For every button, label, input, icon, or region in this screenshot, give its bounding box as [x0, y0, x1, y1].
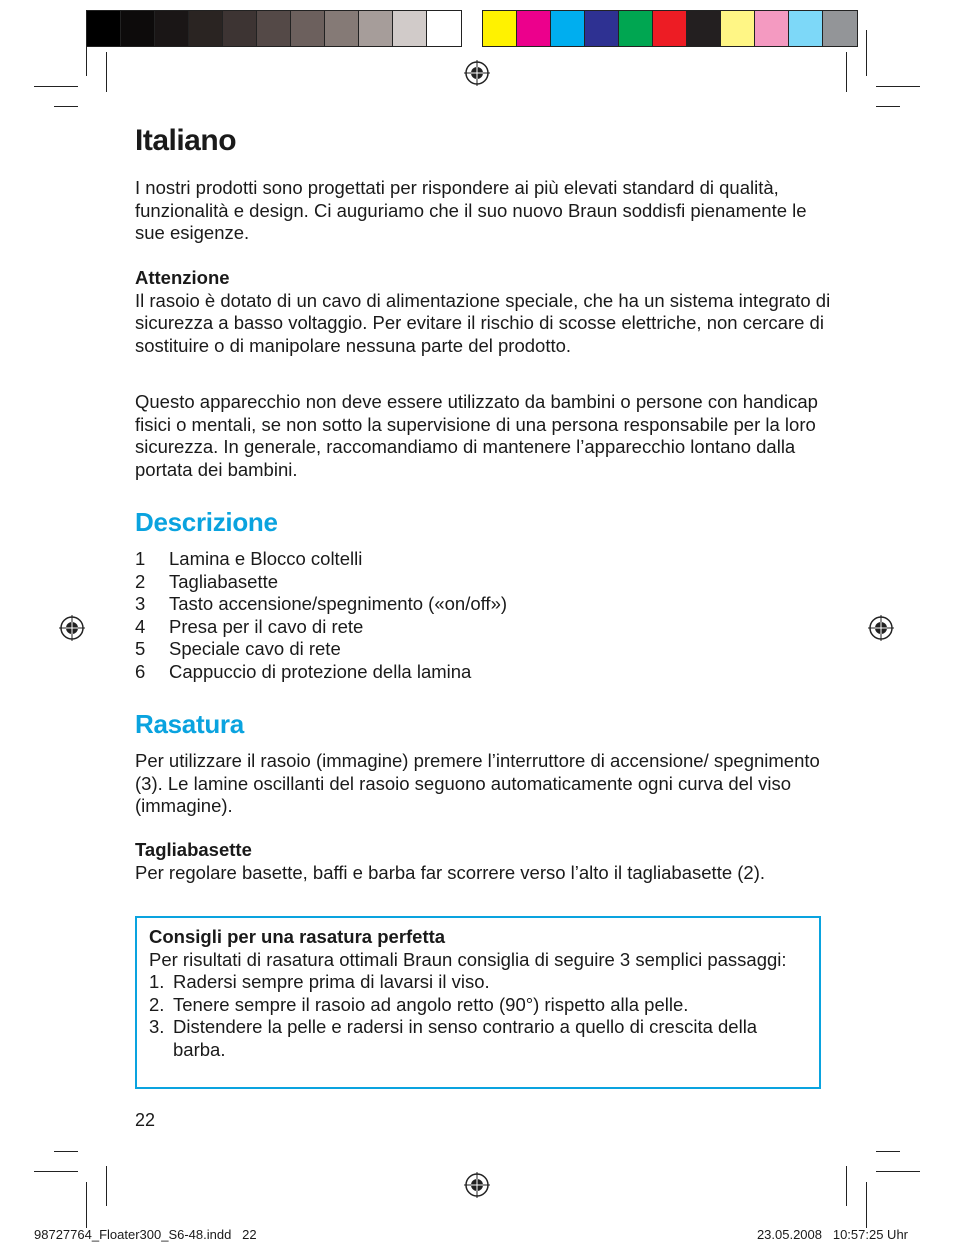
- color-swatch: [189, 11, 223, 46]
- list-item-label: Speciale cavo di rete: [169, 638, 341, 659]
- footer-timestamp: 23.05.2008 10:57:25 Uhr: [756, 1227, 908, 1242]
- registration-mark-icon: [868, 615, 894, 641]
- warning-heading: Attenzione: [135, 267, 230, 288]
- color-swatch: [619, 11, 653, 46]
- list-item-label: Cappuccio di protezione della lamina: [169, 660, 472, 682]
- footer-file-info: 98727764_Floater300_S6-48.indd 22: [34, 1227, 257, 1242]
- crop-mark: [846, 1166, 847, 1206]
- list-item: [135, 571, 507, 594]
- crop-mark: [876, 1171, 920, 1172]
- registration-mark-icon: [464, 60, 490, 86]
- tip-item: [149, 971, 807, 994]
- color-swatch: [755, 11, 789, 46]
- list-item-label: Tagliabasette: [169, 570, 279, 592]
- tip-item: [149, 994, 807, 1017]
- tip-text: Distendere la pelle e radersi in senso contrario a quello di crescita della barba.: [173, 1016, 758, 1060]
- children-paragraph: Questo apparecchio non deve essere utilizzato da bambini o persone con handicap fisici o mentali, se non sotto la supervisione di una persona responsabile per la loro sicurezza. In generale, raccomandiamo di mantenere l’apparecchio lontano dalla portata dei bambini.: [135, 391, 818, 480]
- tip-text: Tenere sempre il rasoio ad angolo retto (90°) rispetto alla pelle.: [173, 993, 689, 1015]
- warning-text: Il rasoio è dotato di un cavo di alimentazione speciale, che ha un sistema integrato di sicurezza a basso voltaggio. Per evitare il rischio di scosse elettriche, non cercare di sostituire o di manipolare nessuna parte del prodotto.: [135, 289, 831, 356]
- color-swatch: [223, 11, 257, 46]
- trimmer-heading: Tagliabasette: [135, 839, 252, 860]
- list-item-number: 4: [135, 615, 146, 637]
- trimmer-section: [135, 839, 835, 884]
- list-item: [135, 661, 507, 684]
- list-item: [135, 616, 507, 639]
- tips-list: [149, 971, 807, 1061]
- list-item-label: Lamina e Blocco coltelli: [169, 548, 363, 569]
- page-number: 22: [135, 1110, 156, 1130]
- color-swatch: [687, 11, 721, 46]
- crop-mark: [876, 106, 900, 107]
- process-color-bar: [482, 10, 858, 47]
- list-item-number: 3: [135, 593, 146, 614]
- tips-heading: Consigli per una rasatura perfetta: [149, 926, 446, 947]
- list-item-label: Presa per il cavo di rete: [169, 615, 364, 637]
- crop-mark: [34, 1171, 78, 1172]
- tips-intro: Per risultati di rasatura ottimali Braun consiglia di seguire 3 semplici passaggi:: [149, 948, 787, 970]
- registration-mark-icon: [464, 1172, 490, 1198]
- list-item-number: 1: [135, 548, 146, 569]
- crop-mark: [876, 86, 920, 87]
- crop-mark: [876, 1151, 900, 1152]
- color-swatch: [359, 11, 393, 46]
- trimmer-text: Per regolare basette, baffi e barba far scorrere verso l’alto il tagliabasette (2).: [135, 861, 766, 883]
- page-title: Italiano: [135, 124, 237, 157]
- intro-paragraph: I nostri prodotti sono progettati per rispondere ai più elevati standard di qualità, funzionalità e design. Ci auguriamo che il suo nuovo Braun soddisfi pienamente le sue esigenze.: [135, 177, 807, 243]
- tip-number: 1.: [149, 971, 165, 992]
- color-swatch: [721, 11, 755, 46]
- description-heading: Descrizione: [135, 507, 278, 537]
- crop-mark: [866, 30, 867, 76]
- tip-text: Radersi sempre prima di lavarsi il viso.: [173, 971, 490, 992]
- crop-mark: [34, 86, 78, 87]
- list-item-number: 5: [135, 638, 146, 659]
- list-item-label: Tasto accensione/spegnimento («on/off»): [169, 593, 508, 614]
- color-swatch: [823, 11, 857, 46]
- shaving-heading: Rasatura: [135, 709, 244, 739]
- color-swatch: [483, 11, 517, 46]
- color-swatch: [155, 11, 189, 46]
- tips-box: [135, 916, 821, 1089]
- tip-number: 2.: [149, 993, 165, 1015]
- crop-mark: [86, 1182, 87, 1228]
- color-swatch: [653, 11, 687, 46]
- color-swatch: [585, 11, 619, 46]
- color-swatch: [257, 11, 291, 46]
- color-swatch: [325, 11, 359, 46]
- list-item: [135, 548, 507, 571]
- color-swatch: [393, 11, 427, 46]
- tip-number: 3.: [149, 1016, 165, 1037]
- color-swatch: [551, 11, 585, 46]
- warning-section: [135, 267, 835, 357]
- color-swatch: [121, 11, 155, 46]
- list-item-number: 2: [135, 570, 146, 592]
- crop-mark: [54, 106, 78, 107]
- crop-mark: [866, 1182, 867, 1228]
- color-swatch: [87, 11, 121, 46]
- list-item: [135, 593, 507, 616]
- shaving-paragraph: Per utilizzare il rasoio (immagine) premere l’interruttore di accensione/ spegnimento (3). Le lamine oscillanti del rasoio seguono automaticamente ogni curva del viso (immagine).: [135, 750, 820, 816]
- color-swatch: [427, 11, 461, 46]
- list-item-number: 6: [135, 660, 146, 682]
- crop-mark: [54, 1151, 78, 1152]
- tip-item: [149, 1016, 807, 1061]
- color-swatch: [517, 11, 551, 46]
- color-swatch: [291, 11, 325, 46]
- crop-mark: [106, 1166, 107, 1206]
- registration-mark-icon: [59, 615, 85, 641]
- description-list: [135, 548, 507, 683]
- color-swatch: [789, 11, 823, 46]
- crop-mark: [106, 52, 107, 92]
- crop-mark: [846, 52, 847, 92]
- list-item: [135, 638, 507, 661]
- grayscale-color-bar: [86, 10, 462, 47]
- crop-mark: [86, 30, 87, 76]
